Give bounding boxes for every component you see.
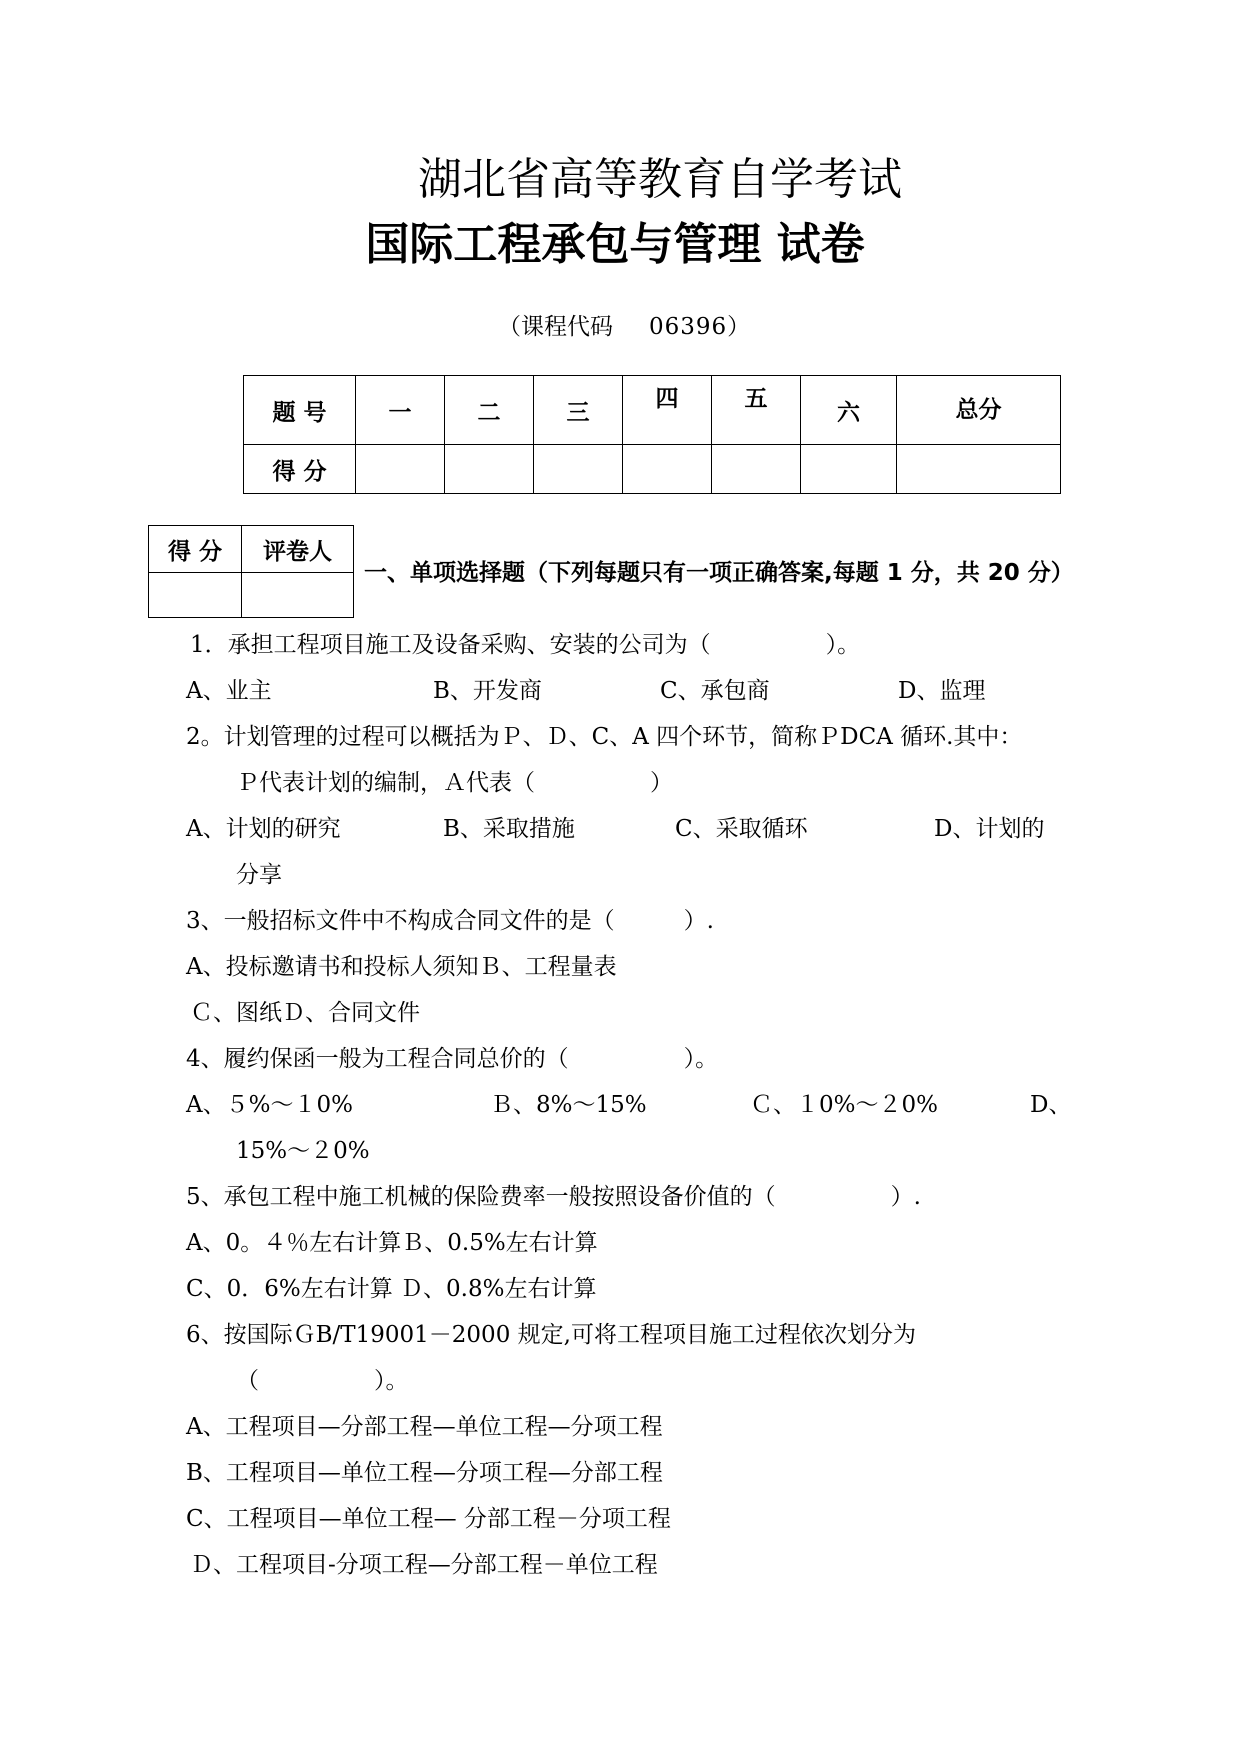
question-text: 分享 <box>236 862 282 888</box>
question-text: B、工程项目—单位工程—分项工程—分部工程 <box>186 1460 663 1486</box>
score-cell-empty <box>445 445 534 494</box>
course-code <box>498 312 751 342</box>
question-text: C、0．6%左右计算 Ｄ、0.8%左右计算 <box>186 1276 597 1302</box>
score-cell-empty <box>623 445 712 494</box>
grader-table-header-row <box>149 526 354 573</box>
score-cell-header: 六 <box>801 376 897 445</box>
question-text: Ｐ代表计划的编制，Ａ代表（ ） <box>236 770 673 796</box>
option-text: A、计划的研究 <box>186 816 341 842</box>
course-code-label: （课程代码 <box>498 314 613 340</box>
grader-table-empty-row <box>149 573 354 618</box>
exam-subtitle: 国际工程承包与管理 试卷 <box>365 219 865 270</box>
score-table-header-row <box>244 376 1061 445</box>
question-text: Ｃ、图纸Ｄ、合同文件 <box>190 1000 420 1026</box>
score-cell-label: 题 号 <box>244 376 356 445</box>
question-text: 3、一般招标文件中不构成合同文件的是（ ）. <box>186 908 714 934</box>
question-text: A、0。４％左右计算Ｂ、0.5%左右计算 <box>186 1230 598 1256</box>
grader-cell-score: 得 分 <box>149 526 242 573</box>
score-cell-empty <box>801 445 897 494</box>
score-cell-header: 一 <box>356 376 445 445</box>
option-text: Ｂ、8%～15% <box>490 1092 647 1118</box>
grader-cell-empty <box>242 573 354 618</box>
exam-title: 湖北省高等教育自学考试 <box>418 154 902 205</box>
question-text: Ｄ、工程项目-分项工程—分部工程－单位工程 <box>190 1552 658 1578</box>
option-text: A、业主 <box>186 678 272 704</box>
grader-table <box>148 525 354 618</box>
grader-cell-grader: 评卷人 <box>242 526 354 573</box>
option-text: C、采取循环 <box>675 816 808 842</box>
score-cell-empty <box>534 445 623 494</box>
question-text: 6、按国际ＧB/T19001－2000 规定,可将工程项目施工过程依次划分为 <box>186 1322 916 1348</box>
score-cell-empty <box>897 445 1061 494</box>
option-text: B、采取措施 <box>443 816 575 842</box>
question-text: 4、履约保函一般为工程合同总价的（ ）。 <box>186 1046 719 1072</box>
option-text: B、开发商 <box>433 678 542 704</box>
question-text: 15%～２0% <box>236 1138 370 1164</box>
score-table-score-row <box>244 445 1061 494</box>
question-text: 2。计划管理的过程可以概括为Ｐ、Ｄ、C、A 四个环节，简称ＰDCA 循环.其中： <box>186 724 1023 750</box>
score-cell-header: 三 <box>534 376 623 445</box>
score-cell-empty <box>356 445 445 494</box>
course-code-value: 06396） <box>649 314 752 340</box>
score-cell-empty <box>712 445 801 494</box>
question-text: 1．承担工程项目施工及设备采购、安装的公司为（ ）。 <box>190 632 861 658</box>
question-text: （ ）。 <box>236 1368 409 1394</box>
question-text: A、工程项目—分部工程—单位工程—分项工程 <box>186 1414 663 1440</box>
question-text: A、投标邀请书和投标人须知Ｂ、工程量表 <box>186 954 617 980</box>
grader-cell-empty <box>149 573 242 618</box>
option-text: D、 <box>1030 1092 1072 1118</box>
option-text: Ｃ、１0%～２0% <box>750 1092 938 1118</box>
option-text: D、监理 <box>898 678 986 704</box>
section-heading: 一、单项选择题（下列每题只有一项正确答案,每题 1 分，共 20 分） <box>364 560 1074 586</box>
option-text: A、５%～１0% <box>186 1092 353 1118</box>
score-cell-header: 二 <box>445 376 534 445</box>
score-cell-total: 总分 <box>897 376 1061 445</box>
question-text: C、工程项目—单位工程— 分部工程－分项工程 <box>186 1506 671 1532</box>
question-text: 5、承包工程中施工机械的保险费率一般按照设备价值的（ ）. <box>186 1184 921 1210</box>
score-table <box>243 375 1061 494</box>
option-text: D、计划的 <box>934 816 1045 842</box>
score-cell-label: 得 分 <box>244 445 356 494</box>
score-cell-header: 五 <box>712 376 801 445</box>
option-text: C、承包商 <box>660 678 770 704</box>
score-cell-header: 四 <box>623 376 712 445</box>
